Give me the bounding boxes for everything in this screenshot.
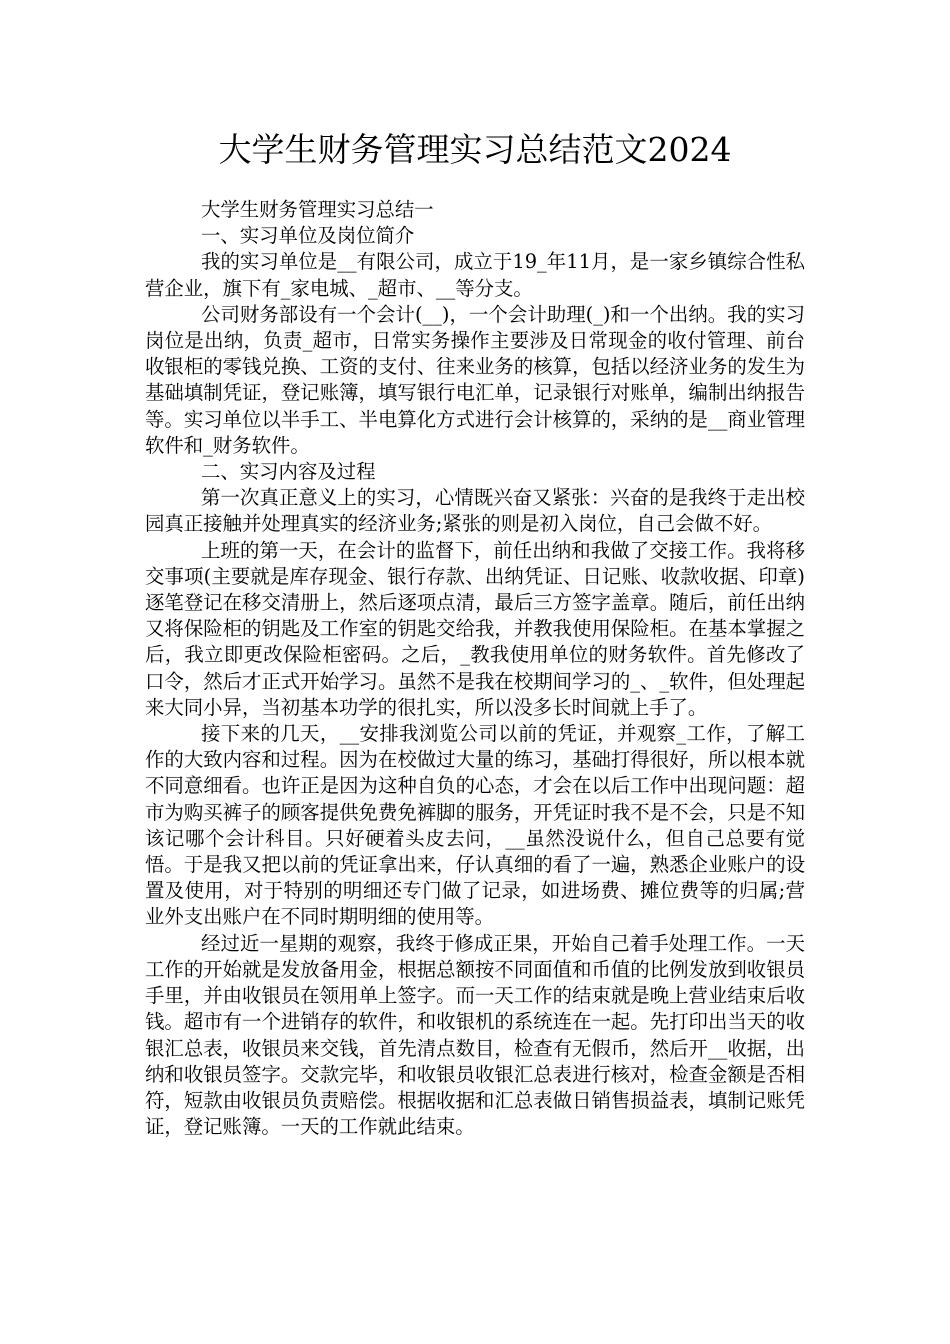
section-heading: 一、实习单位及岗位简介 (201, 224, 415, 248)
body-paragraph: 上班的第一天，在会计的监督下，前任出纳和我做了交接工作。我将移交事项(主要就是库存现金、银行存款、出纳凭证、日记账、收款收据、印章)逐笔登记在移交清册上，然后逐项点清，最后三方签字盖章。随后，前任出纳又将保险柜的钥匙及工作室的钥匙交给我，并教我使用保险柜。在基本掌握之后，我立即更改保险柜密码。之后，_教我使用单位的财务软件。首先修改了口令，然后才正式开始学习。虽然不是我在校期间学习的_、_软件，但处理起来大同小异，当初基本功学的很扎实，所以没多长时间就上手了。 (145, 538, 805, 719)
body-paragraph: 经过近一星期的观察，我终于修成正果，开始自己着手处理工作。一天工作的开始就是发放备用金，根据总额按不同面值和币值的比例发放到收银员手里，并由收银员在领用单上签字。而一天工作的结束就是晚上营业结束后收钱。超市有一个进销存的软件，和收银机的系统连在一起。先打印出当天的收银汇总表，收银员来交钱，首先清点数目，检查有无假币，然后开__收据，出纳和收银员签字。交款完毕，和收银员收银汇总表进行核对，检查金额是否相符，短款由收银员负责赔偿。根据收据和汇总表做日销售损益表，填制记账凭证，登记账簿。一天的工作就此结束。 (145, 931, 805, 1139)
body-paragraph: 公司财务部设有一个会计(__)，一个会计助理(_)和一个出纳。我的实习岗位是出纳，负责_超市，日常实务操作主要涉及日常现金的收付管理、前台收银柜的零钱兑换、工资的支付、往来业务的核算，包括以经济业务的发生为基础填制凭证，登记账簿，填写银行电汇单，记录银行对账单，编制出纳报告等。实习单位以半手工、半电算化方式进行会计核算的，采纳的是__商业管理软件和_财务软件。 (145, 302, 805, 457)
body-paragraph: 接下来的几天，__安排我浏览公司以前的凭证，并观察_工作，了解工作的大致内容和过程。因为在校做过大量的练习，基础打得很好，所以根本就不同意细看。也许正是因为这种自负的心态，才会在以后工作中出现问题：超市为购买裤子的顾客提供免费免裤脚的服务，开凭证时我不是不会，只是不知该记哪个会计科目。只好硬着头皮去问，__虽然没说什么，但自己总要有觉悟。于是我又把以前的凭证拿出来，仔认真细的看了一遍，熟悉企业账户的设置及使用，对于特别的明细还专门做了记录，如进场费、摊位费等的归属;营业外支出账户在不同时期明细的使用等。 (145, 722, 805, 929)
section-heading: 大学生财务管理实习总结一 (201, 198, 434, 221)
document-body (145, 197, 805, 1140)
body-paragraph: 我的实习单位是__有限公司，成立于19_年11月，是一家乡镇综合性私营企业，旗下有_家电城、_超市、__等分支。 (145, 250, 805, 300)
document-title: 大学生财务管理实习总结范文2024 (218, 130, 732, 169)
body-paragraph: 第一次真正意义上的实习，心情既兴奋又紧张：兴奋的是我终于走出校园真正接触并处理真实的经济业务;紧张的则是初入岗位，自己会做不好。 (145, 486, 805, 536)
section-heading: 二、实习内容及过程 (201, 460, 376, 484)
